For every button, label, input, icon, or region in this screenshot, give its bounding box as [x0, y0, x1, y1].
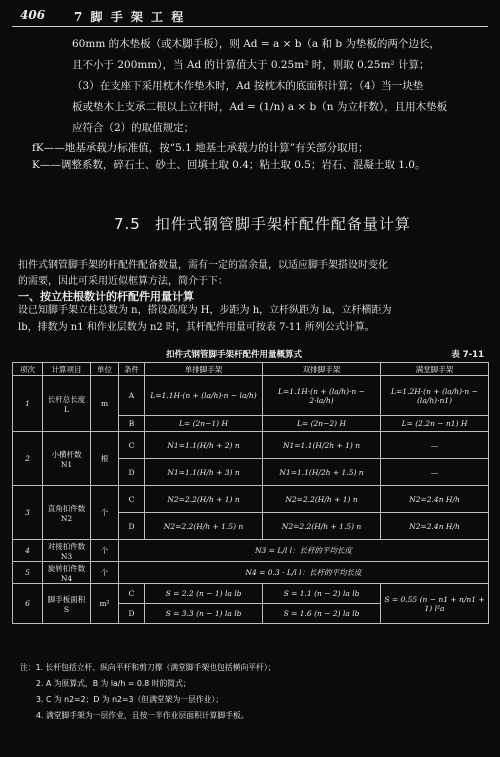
- definition-fk: fK——地基承载力标准值，按“5.1 地基土承载力的计算”有关部分取用；: [32, 142, 369, 154]
- item-name: 对接扣件数 N3: [43, 540, 91, 562]
- intro-line: （3）在支座下采用枕木作垫木时，Ad 按枕木的底面积计算；（4）当一块垫: [72, 80, 424, 92]
- formula-cell: L=1.2H·(n + (la/h)·n − (la/h)·n1): [381, 376, 489, 416]
- formula-cell: L= (2.2n − n1) H: [381, 416, 489, 432]
- table-row: [13, 562, 489, 584]
- table-header-row: [13, 363, 489, 376]
- formula-cell: N2=2.4n H/h: [381, 513, 489, 540]
- formula-cell: N2=2.2(H/h + 1) n: [263, 486, 381, 513]
- item-name: 脚手板面积 S: [43, 584, 91, 624]
- condition-cell: C: [119, 584, 145, 604]
- item-unit: 个: [91, 540, 119, 562]
- header-cell: 单位: [91, 363, 119, 376]
- header-cell: 项次: [13, 363, 43, 376]
- formula-cell: N1=1.1(H/2h + 1) n: [263, 432, 381, 459]
- intro-paragraph: [72, 34, 492, 139]
- note-text: 长杆包括立杆、纵向平杆和剪刀撑（满堂脚手架也包括横向平杆）；: [45, 663, 276, 672]
- item-unit: 个: [91, 562, 119, 584]
- formula-cell: S = 1.6 (n − 2) la lb: [263, 604, 381, 624]
- header-cell: 满堂脚手架: [381, 363, 489, 376]
- definition-k: K——调整系数，碎石土、砂土、回填土取 0.4；粘土取 0.5；岩石、混凝土取 1.0。: [32, 159, 426, 171]
- condition-cell: C: [119, 486, 145, 513]
- item-name: 小横杆数 N1: [43, 432, 91, 486]
- page-header: [12, 6, 488, 27]
- note-item: [20, 692, 490, 708]
- subheading-text: [18, 302, 492, 336]
- item-unit: m²: [91, 584, 119, 624]
- note-text: C 为 n2=2；D 为 n2=3（但满堂架为一层作业）；: [45, 695, 224, 704]
- note-item: [20, 660, 490, 676]
- section-number: 7.5: [114, 215, 141, 233]
- subheading-line: lb，排数为 n1 和作业层数为 n2 时，其杆配件用量可按表 7-11 所列公式计算。: [18, 322, 375, 333]
- intro-line: 板或垫木上支承二根以上立杆时，Ad = (1/n) a × b（n 为立杆数），且用木垫板: [72, 101, 448, 113]
- item-number: 4: [13, 540, 43, 562]
- formula-cell: —: [381, 432, 489, 459]
- formula-cell: N2=2.4n H/h: [381, 486, 489, 513]
- item-number: 3: [13, 486, 43, 540]
- formula-cell: L= (2n−1) H: [145, 416, 263, 432]
- condition-cell: B: [119, 416, 145, 432]
- condition-cell: D: [119, 513, 145, 540]
- formula-cell: N4 = 0.3 · L/l l：长杆的平均长度: [119, 562, 489, 584]
- table-row: [13, 486, 489, 513]
- formula-cell: L=1.1H·(n + (la/h)·n − la/h): [145, 376, 263, 416]
- note-label: 4.: [36, 711, 44, 720]
- table-row: [13, 540, 489, 562]
- section-heading: [114, 213, 411, 234]
- formula-cell: S = 2.2 (n − 1) la lb: [145, 584, 263, 604]
- formula-cell: N2=2.2(H/h + 1.5) n: [145, 513, 263, 540]
- item-unit: m: [91, 376, 119, 432]
- subheading: 一、按立柱根数计的杆配件用量计算: [18, 290, 194, 303]
- formula-cell: N3 = L/l l：长杆的平均长度: [119, 540, 489, 562]
- header-cell: 单排脚手架: [145, 363, 263, 376]
- formula-cell: N2=2.2(H/h + 1.5) n: [263, 513, 381, 540]
- note-label: 2.: [36, 679, 44, 688]
- item-number: 1: [13, 376, 43, 432]
- intro-line: 应符合（2）的取值规定；: [72, 122, 195, 134]
- formula-cell: S = 0.55 (n − n1 + n/n1 + 1) l²a: [381, 584, 489, 624]
- intro-line: 60mm 的木垫板（或木脚手板），则 Ad = a × b（a 和 b 为垫板的两个边长，: [72, 38, 440, 50]
- table-notes: [20, 660, 490, 724]
- section-title: 扣件式钢管脚手架杆配件配备量计算: [154, 215, 411, 233]
- note-item: [20, 676, 490, 692]
- table-number: 表 7-11: [451, 350, 484, 360]
- formula-cell: N1=1.1(H/h + 3) n: [145, 459, 263, 486]
- chapter-title: 7 脚 手 架 工 程: [74, 10, 186, 24]
- section-intro-line: 的需要，因此可采用近似框算方法，简介于下：: [18, 276, 228, 287]
- item-name: 旋转扣件数 N4: [43, 562, 91, 584]
- formula-cell: N1=1.1(H/h + 2) n: [145, 432, 263, 459]
- formula-cell: —: [381, 459, 489, 486]
- formula-cell: L=1.1H·(n + (la/h)·n − 2·la/h): [263, 376, 381, 416]
- note-label: 3.: [36, 695, 44, 704]
- note-text: A 为原算式，B 为 la/h = 0.8 时的简式；: [45, 679, 191, 688]
- item-name: 长杆总长度 L: [43, 376, 91, 432]
- formula-cell: N1=1.1(H/2h + 1.5) n: [263, 459, 381, 486]
- table-row: [13, 376, 489, 416]
- table-title: 扣件式钢管脚手架杆配件用量概算式: [166, 350, 303, 360]
- condition-cell: C: [119, 432, 145, 459]
- header-cell: 双排脚手架: [263, 363, 381, 376]
- note-text: 满堂脚手架为一层作业，且按一半作业层面积计算脚手板。: [45, 711, 249, 720]
- note-label: 注：1.: [20, 663, 44, 672]
- table-row: [13, 432, 489, 459]
- condition-cell: D: [119, 459, 145, 486]
- item-name: 直角扣件数 N2: [43, 486, 91, 540]
- condition-cell: A: [119, 376, 145, 416]
- item-number: 5: [13, 562, 43, 584]
- formula-cell: S = 3.3 (n − 1) la lb: [145, 604, 263, 624]
- header-cell: 计算项目: [43, 363, 91, 376]
- formula-cell: L= (2n−2) H: [263, 416, 381, 432]
- section-intro-line: 扣件式钢管脚手架的杆配件配备数量，需有一定的富余量，以适应脚手架搭设时变化: [18, 260, 388, 271]
- item-number: 2: [13, 432, 43, 486]
- formula-table: [12, 362, 489, 624]
- item-unit: 根: [91, 432, 119, 486]
- item-unit: 个: [91, 486, 119, 540]
- definitions: [32, 140, 494, 174]
- header-cell: 条件: [119, 363, 145, 376]
- note-item: [20, 708, 490, 724]
- formula-cell: N2=2.2(H/h + 1) n: [145, 486, 263, 513]
- formula-cell: S = 1.1 (n − 2) la lb: [263, 584, 381, 604]
- condition-cell: D: [119, 604, 145, 624]
- item-number: 6: [13, 584, 43, 624]
- page-number: 406: [20, 8, 46, 22]
- subheading-line: 设已知脚手架立柱总数为 n，搭设高度为 H，步距为 h，立杆纵距为 la，立杆横距为: [18, 305, 392, 316]
- section-intro: [18, 258, 492, 290]
- table-row: [13, 584, 489, 604]
- intro-line: 且不小于 200mm），当 Ad 的计算值大于 0.25m² 时，则取 0.25m² 计算；: [72, 59, 430, 71]
